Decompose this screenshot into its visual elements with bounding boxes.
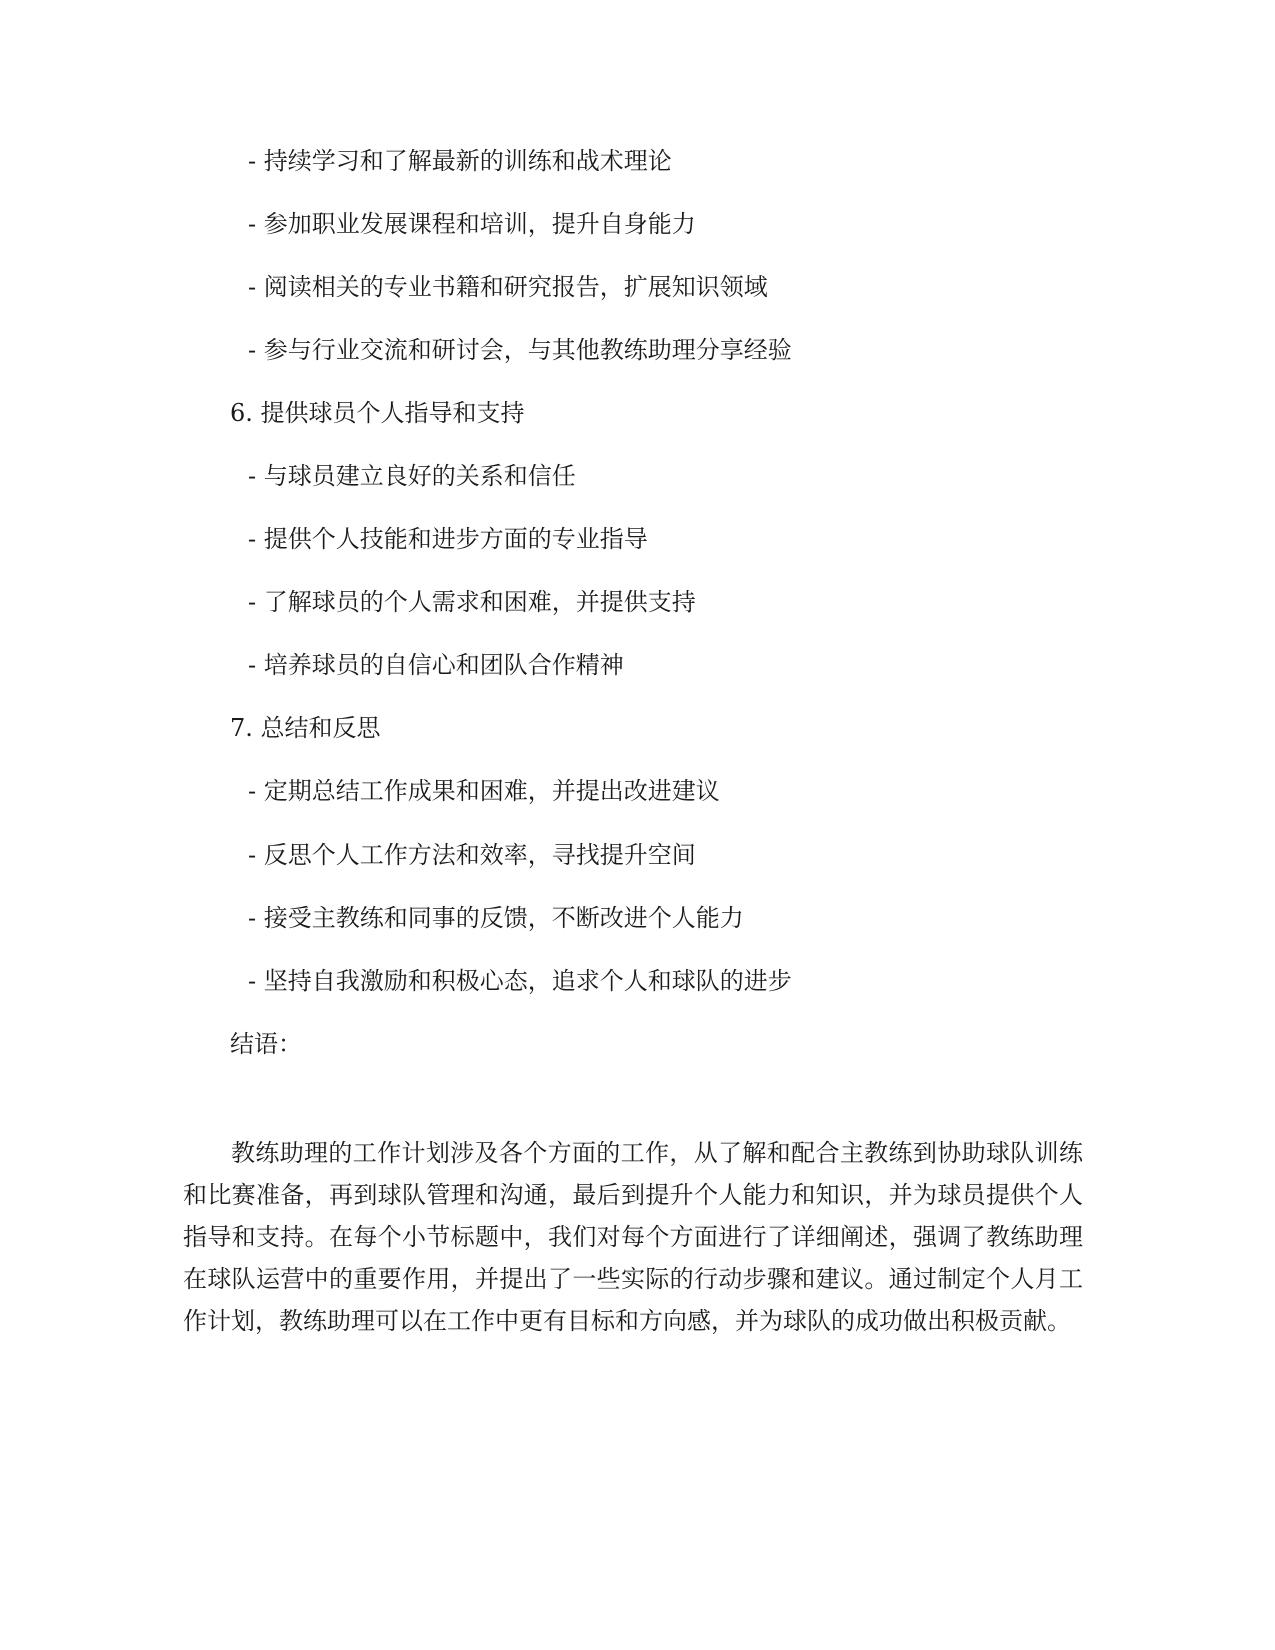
section5-bullet-2: - 参加职业发展课程和培训，提升自身能力 [248,210,696,238]
section5-bullet-1: - 持续学习和了解最新的训练和战术理论 [248,147,672,175]
section7-bullet-4: - 坚持自我激励和积极心态，追求个人和球队的进步 [248,967,792,995]
section6-bullet-4: - 培养球员的自信心和团队合作精神 [248,651,624,679]
conclusion-paragraph: 教练助理的工作计划涉及各个方面的工作，从了解和配合主教练到协助球队训练和比赛准备，再到球队管理和沟通，最后到提升个人能力和知识，并为球员提供个人指导和支持。在每个小节标题中，我们对每个方面进行了详细阐述，强调了教练助理在球队运营中的重要作用，并提出了一些实际的行动步骤和建议。通过制定个人月工作计划，教练助理可以在工作中更有目标和方向感，并为球队的成功做出积极贡献。 [183,1139,1083,1335]
section5-bullet-4: - 参与行业交流和研讨会，与其他教练助理分享经验 [248,336,792,364]
section6-bullet-3: - 了解球员的个人需求和困难，并提供支持 [248,588,696,616]
section7-bullet-3: - 接受主教练和同事的反馈，不断改进个人能力 [248,904,744,932]
section6-bullet-2: - 提供个人技能和进步方面的专业指导 [248,525,648,553]
section6-heading: 6. 提供球员个人指导和支持 [230,399,525,427]
section7-bullet-2: - 反思个人工作方法和效率，寻找提升空间 [248,841,696,869]
section7-bullet-1: - 定期总结工作成果和困难，并提出改进建议 [248,777,720,805]
section6-bullet-1: - 与球员建立良好的关系和信任 [248,462,576,490]
section5-bullet-3: - 阅读相关的专业书籍和研究报告，扩展知识领域 [248,273,768,301]
conclusion-label: 结语： [230,1030,302,1058]
section7-heading: 7. 总结和反思 [230,714,381,742]
